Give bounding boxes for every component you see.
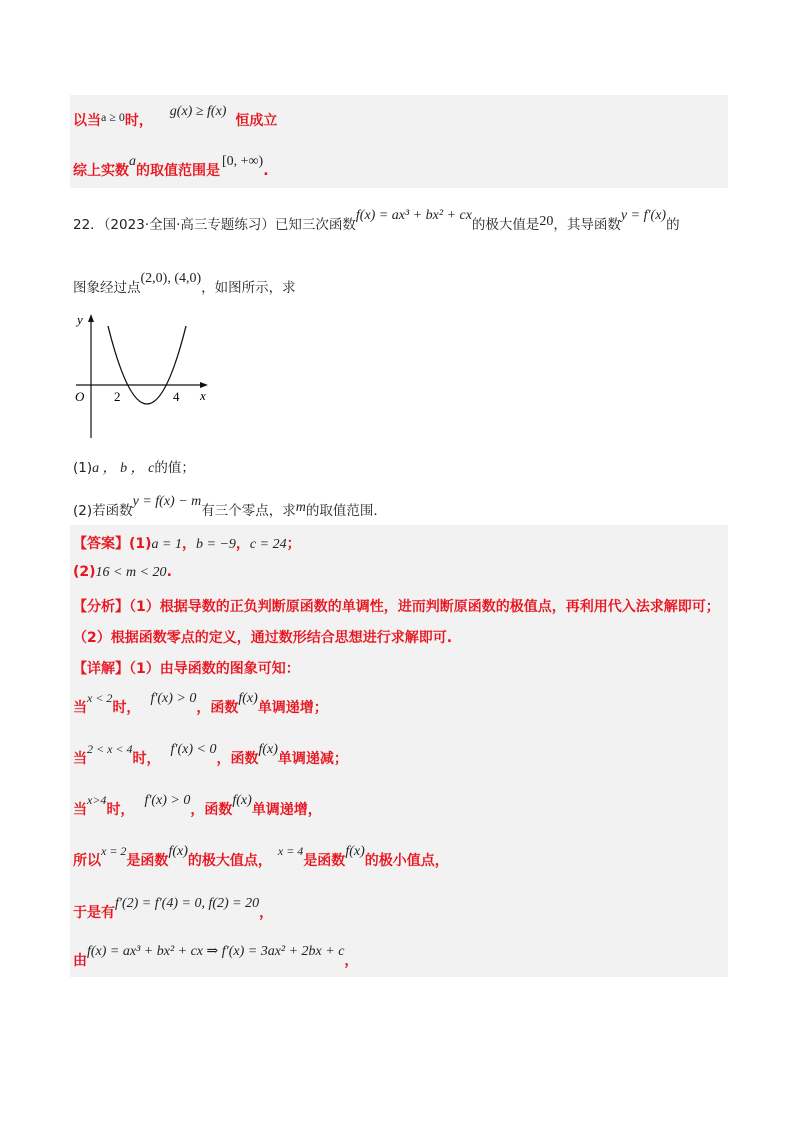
x-axis-label: x (200, 388, 206, 403)
m-range: 16 < m < 20 (95, 565, 167, 580)
problem-line-1: 22．（2023·全国·高三专题练习）已知三次函数f(x) = ax³ + bx² + cx的极大值是20，其导函数y = f′(x)的 (73, 208, 680, 233)
detail-label: 【详解】 (73, 661, 129, 677)
function-minus-m: y = f(x) − m (132, 494, 202, 509)
tick-label-2: 2 (114, 389, 121, 404)
detail-case-3: 当x>4时，f′(x) > 0，函数f(x)单调递增， (73, 793, 322, 818)
prev-solution-line-1: 以当a ≥ 0时， g(x) ≥ f(x) 恒成立 (73, 104, 278, 129)
answer-label: 【答案】 (73, 536, 129, 552)
max-value: 20 (539, 214, 554, 229)
detail-case-2: 当2 < x < 4时，f′(x) < 0，函数f(x)单调递减； (73, 742, 348, 767)
detail-equations: 于是有f′(2) = f′(4) = 0, f(2) = 20， (73, 896, 274, 921)
answer-line-2: (2)16 < m < 20. (73, 564, 172, 580)
analysis-label: 【分析】 (73, 599, 129, 615)
question-2: (2)若函数y = f(x) − m有三个零点，求m的取值范围. (73, 494, 378, 519)
tick-label-4: 4 (173, 389, 180, 404)
detail-intro: 【详解】（1）由导函数的图象可知： (73, 661, 300, 677)
detail-derivative: 由f(x) = ax³ + bx² + cx ⇒ f′(x) = 3ax² + 2bx + c， (73, 944, 359, 969)
analysis-line-1: 【分析】（1）根据导数的正负判断原函数的单调性，进而判断原函数的极值点，再利用代入法求解即可； (73, 599, 720, 615)
prev-solution-line-2: 综上实数a的取值范围是[0, +∞). (73, 154, 269, 179)
condition-a-nonneg: a ≥ 0 (101, 110, 125, 124)
equation-system: f′(2) = f′(4) = 0, f(2) = 20 (115, 896, 260, 911)
derivative-equation: f(x) = ax³ + bx² + cx ⇒ f′(x) = 3ax² + 2bx + c (87, 944, 345, 959)
problem-line-2: 图象经过点(2,0), (4,0)，如图所示，求 (73, 271, 296, 296)
detail-case-1: 当x < 2时，f′(x) > 0，函数f(x)单调递增； (73, 691, 328, 716)
range-result: [0, +∞) (222, 154, 264, 169)
y-axis-label: y (77, 312, 83, 327)
graph-points: (2,0), (4,0) (140, 271, 202, 286)
y-axis-arrow (88, 314, 94, 322)
answer-line-1: 【答案】(1)a = 1，b = −9，c = 24； (73, 536, 301, 552)
origin-label: O (75, 389, 85, 404)
inequality-g-f: g(x) ≥ f(x) (169, 104, 227, 119)
analysis-line-2: （2）根据函数零点的定义，通过数形结合思想进行求解即可. (73, 630, 453, 646)
detail-extremes: 所以x = 2是函数f(x)的极大值点，x = 4是函数f(x)的极小值点， (73, 844, 449, 869)
derivative-function: y = f′(x) (620, 208, 667, 223)
cubic-function: f(x) = ax³ + bx² + cx (355, 208, 472, 223)
question-1: (1)a ， b ， c的值； (73, 460, 195, 476)
derivative-graph (70, 308, 220, 443)
problem-number: 22． (73, 217, 104, 233)
